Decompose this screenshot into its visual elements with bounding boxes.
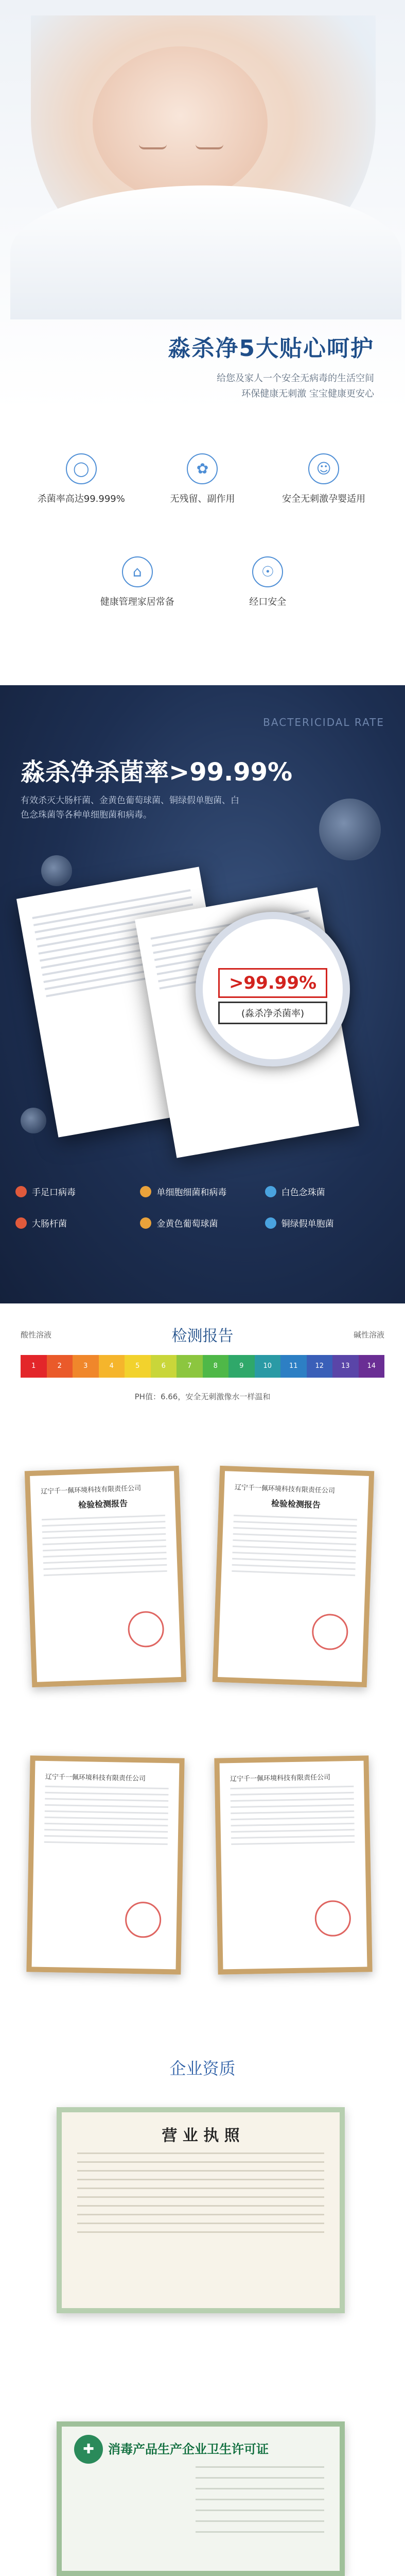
ph-cell: 7 — [177, 1355, 203, 1378]
germ-item — [15, 1216, 140, 1229]
germ-dot-icon — [140, 1186, 151, 1197]
qualifications-title: 企业资质 — [169, 2059, 236, 2078]
germ-item — [140, 1216, 265, 1229]
bacteria-icon — [41, 855, 72, 886]
alkaline-label: 碱性溶液 — [353, 1330, 384, 1340]
emblem-icon: ✚ — [74, 2435, 103, 2464]
report-frame — [25, 1466, 186, 1687]
ph-cell: 11 — [280, 1355, 307, 1378]
bactericidal-rate-caption: (淼杀净杀菌率) — [218, 1002, 327, 1024]
ph-header — [21, 1323, 384, 1346]
qualifications-section — [0, 2045, 405, 2576]
hygiene-license — [57, 2421, 345, 2576]
feature-item — [30, 453, 133, 505]
germ-label: 单细胞细菌和病毒 — [156, 1188, 227, 1198]
ph-cell: 1 — [21, 1355, 47, 1378]
business-license — [57, 2107, 345, 2313]
hero-title: 淼杀净5大贴心呵护 — [168, 335, 374, 362]
stamp-icon — [311, 1613, 348, 1650]
feature-item — [216, 556, 319, 608]
feature-label: 健康管理家居常备 — [100, 597, 174, 607]
ph-scale-bar — [21, 1355, 384, 1378]
germ-dot-icon — [15, 1186, 27, 1197]
germ-list — [15, 1185, 390, 1229]
section-title: 淼杀净杀菌率>99.99% — [21, 758, 293, 787]
stamp-icon — [314, 1900, 351, 1937]
ph-cell: 2 — [47, 1355, 73, 1378]
background-caption: BACTERICIDAL RATE — [263, 716, 384, 728]
ph-title: 检测报告 — [171, 1327, 234, 1345]
feature-row — [21, 453, 384, 505]
germ-dot-icon — [265, 1186, 276, 1197]
germ-label: 金黄色葡萄球菌 — [156, 1219, 218, 1229]
feature-row — [72, 556, 333, 608]
report-title: 检验检测报告 — [271, 1498, 321, 1510]
hero-desc-line: 给您及家人一个安全无病毒的生活空间 — [217, 373, 374, 384]
germ-dot-icon — [265, 1217, 276, 1229]
magnifier-lens — [196, 912, 350, 1066]
feature-item — [86, 556, 189, 608]
ph-cell: 12 — [307, 1355, 333, 1378]
section-description: 有效杀灭大肠杆菌、金黄色葡萄球菌、铜绿假单胞菌、白色念珠菌等各种单细胞菌和病毒。 — [21, 795, 239, 820]
ph-cell: 9 — [228, 1355, 255, 1378]
ph-cell: 14 — [359, 1355, 385, 1378]
ph-note: PH值：6.66，安全无刺激像水一样温和 — [134, 1392, 271, 1401]
germ-label: 手足口病毒 — [32, 1188, 76, 1198]
license-title: 营 业 执 照 — [162, 2127, 240, 2145]
report-org: 辽宁千一佩环境科技有限责任公司 — [45, 1773, 146, 1783]
shield-icon: ◯ — [66, 453, 97, 484]
stamp-icon — [125, 1902, 162, 1938]
home-icon: ⌂ — [122, 556, 153, 587]
germ-label: 铜绿假单胞菌 — [281, 1219, 334, 1229]
ph-cell: 6 — [151, 1355, 177, 1378]
hero-desc-line: 环保健康无刺激 宝宝健康更安心 — [241, 388, 374, 399]
report-frame — [26, 1755, 184, 1974]
reports-section — [0, 1427, 405, 2045]
germ-item — [265, 1185, 390, 1198]
baby-eye — [139, 144, 167, 149]
feature-label: 杀菌率高达99.999% — [37, 494, 125, 504]
germ-dot-icon — [140, 1217, 151, 1229]
germ-item — [265, 1216, 390, 1229]
ph-cell: 10 — [255, 1355, 281, 1378]
sleeping-baby-image — [31, 15, 376, 283]
hygiene-license-title: 消毒产品生产企业卫生许可证 — [108, 2442, 269, 2456]
ph-cell: 4 — [99, 1355, 125, 1378]
leaf-icon: ✿ — [187, 453, 218, 484]
feature-label: 经口安全 — [249, 597, 287, 607]
hero-section — [0, 0, 405, 685]
germ-label: 白色念珠菌 — [281, 1188, 325, 1198]
acid-label: 酸性溶液 — [21, 1330, 52, 1340]
report-org: 辽宁千一佩环境科技有限责任公司 — [230, 1773, 331, 1784]
stamp-icon — [127, 1611, 164, 1648]
baby-eye — [196, 144, 223, 149]
mouth-icon: ☉ — [252, 556, 283, 587]
report-title: 检验检测报告 — [78, 1498, 128, 1510]
report-org: 辽宁千一佩环境科技有限责任公司 — [40, 1484, 142, 1496]
report-frame — [213, 1466, 374, 1687]
feature-item — [272, 453, 375, 505]
ph-cell: 3 — [73, 1355, 99, 1378]
bacteria-icon — [21, 1108, 46, 1133]
germ-item — [140, 1185, 265, 1198]
germ-dot-icon — [15, 1217, 27, 1229]
ph-cell: 5 — [125, 1355, 151, 1378]
feature-item — [151, 453, 254, 505]
ph-cell: 8 — [203, 1355, 229, 1378]
hero-description — [158, 371, 374, 402]
ph-cell: 13 — [332, 1355, 359, 1378]
feature-label: 无残留、副作用 — [170, 494, 235, 504]
germ-label: 大肠杆菌 — [32, 1219, 67, 1229]
report-frame — [214, 1755, 372, 1974]
germ-item — [15, 1185, 140, 1198]
bacteria-icon — [319, 799, 381, 860]
report-org: 辽宁千一佩环境科技有限责任公司 — [234, 1483, 336, 1495]
baby-head — [93, 46, 268, 201]
ph-section — [0, 1303, 405, 1427]
bactericidal-rate-value: >99.99% — [218, 968, 327, 998]
feature-label: 安全无刺激孕婴适用 — [282, 494, 366, 504]
baby-icon: ☺ — [308, 453, 339, 484]
bactericidal-section — [0, 685, 405, 1303]
blanket — [10, 185, 401, 319]
